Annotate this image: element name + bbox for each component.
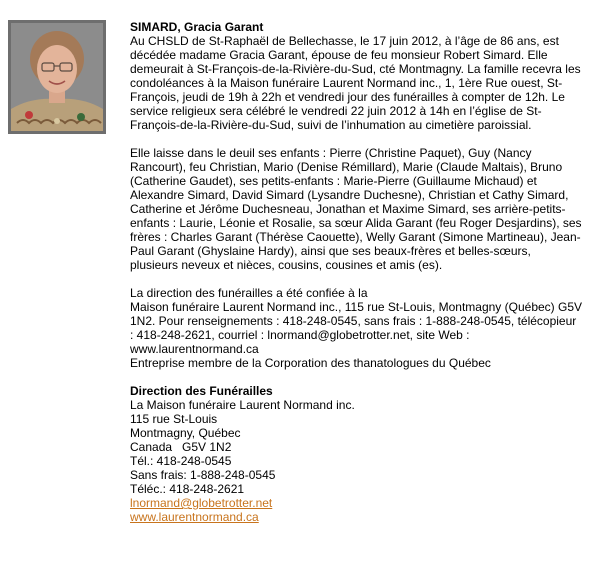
- portrait-image: [11, 23, 103, 131]
- funeral-direction-block: [130, 384, 582, 524]
- funeral-home-toll-free: Sans frais: 1-888-248-0545: [130, 468, 276, 482]
- obituary-intro: [130, 20, 582, 132]
- funeral-home-street: 115 rue St-Louis: [130, 412, 218, 426]
- funeral-home-fax: Téléc.: 418-248-2621: [130, 482, 245, 496]
- funeral-home-phone: Tél.: 418-248-0545: [130, 454, 232, 468]
- funeral-direction-title: Direction des Funérailles: [130, 384, 273, 398]
- arrangements-intro: La direction des funérailles a été confiée à la: [130, 286, 368, 300]
- website-link[interactable]: www.laurentnormand.ca: [130, 510, 259, 524]
- obituary-content: [130, 20, 582, 524]
- obituary-paragraph-1: Au CHSLD de St-Raphaël de Bellechasse, le 17 juin 2012, à l’âge de 86 ans, est décédée madame Gracia Garant, épouse de feu monsieur Robert Simard. Elle demeurait à St-François-de-la-Rivière-du-Sud, cté Montmagny. La famille recevra les condoléances à la Maison funéraire Laurent Normand inc., 1, 1ère Rue ouest, St-François, jeudi de 19h à 22h et vendredi jour des funérailles à compter de 12h. Le service religieux sera célébré le vendredi 22 juin 2012 à 14h en l’église de St-François-de-la-Rivière-du-Sud, suivi de l’inhumation au cimetière paroissial.: [130, 34, 581, 132]
- funeral-arrangements: [130, 286, 582, 370]
- obituary-paragraph-2: Elle laisse dans le deuil ses enfants : Pierre (Christine Paquet), Guy (Nancy Rancourt), feu Christian, Mario (Denise Rémillard), Marie (Claude Maltais), Bruno (Catherine Gaudet), ses petits-enfants : Marie-Pierre (Guillaume Michaud) et Alexandre Simard, David Simard (Lysandre Duchesne), Christian et Cathy Simard, Catherine et Jérôme Duchesneau, Jonathan et Maxime Simard, ses arrière-petits-enfants : Laurie, Léonie et Rosalie, sa sœur Alida Garant (feu Roger Desjardins), ses frères : Charles Garant (Thérèse Caouette), Welly Garant (Simone Martineau), Jean-Paul Garant (Ghyslaine Hardy), ainsi que ses beaux-frères et belles-sœurs, plusieurs neveux et nièces, cousins, cousines et amis (es).: [130, 146, 582, 272]
- deceased-name: SIMARD, Gracia Garant: [130, 20, 264, 34]
- arrangements-details: Maison funéraire Laurent Normand inc., 115 rue St-Louis, Montmagny (Québec) G5V 1N2. Pour renseignements : 418-248-0545, sans frais : 1-888-248-0545, télécopieur : 418-248-2621, courriel : lnormand@globetrotter.net, site Web : www.laurentnormand.ca: [130, 300, 583, 356]
- portrait-photo: [8, 20, 106, 134]
- funeral-home-name: La Maison funéraire Laurent Normand inc.: [130, 398, 355, 412]
- arrangements-membership: Entreprise membre de la Corporation des thanatologues du Québec: [130, 356, 491, 370]
- funeral-home-city: Montmagny, Québec: [130, 426, 241, 440]
- email-link[interactable]: lnormand@globetrotter.net: [130, 496, 273, 510]
- funeral-home-country-postal: Canada G5V 1N2: [130, 440, 232, 454]
